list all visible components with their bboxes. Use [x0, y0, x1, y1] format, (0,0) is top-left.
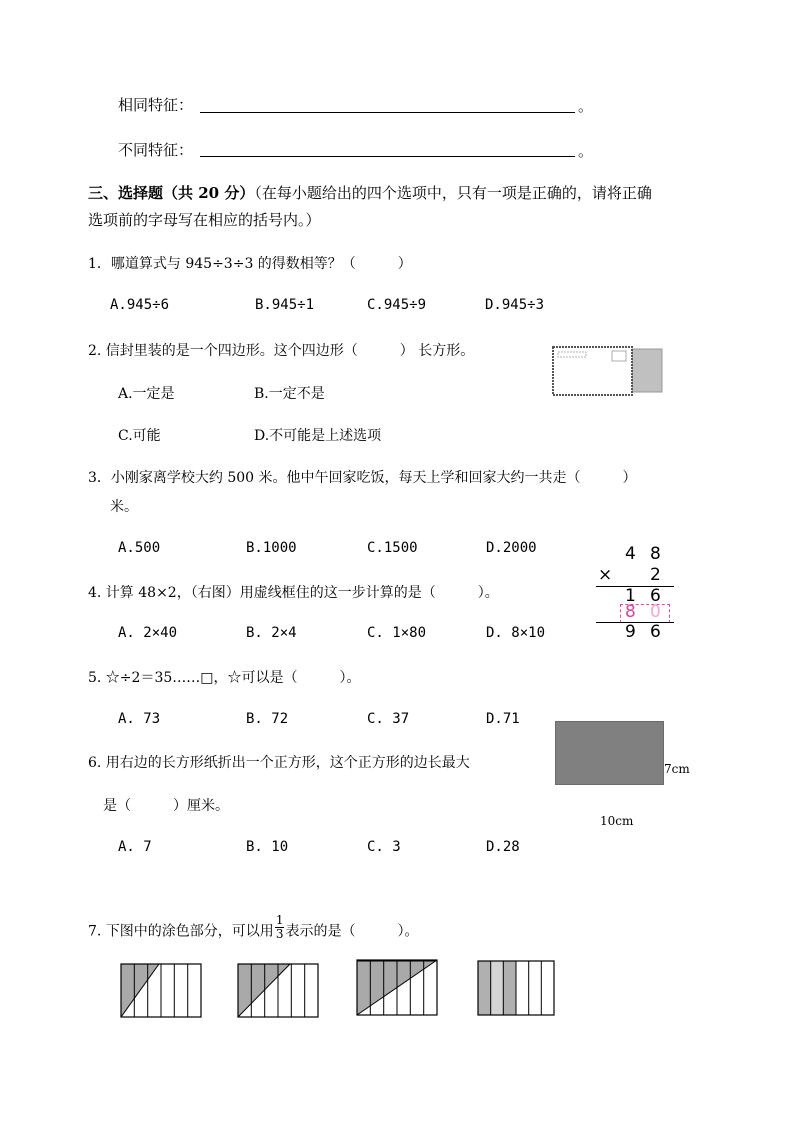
section-title: 三、选择题（共 20 分） [88, 184, 255, 202]
rect-length-label: 10cm [600, 814, 634, 828]
q1-option-b[interactable]: B.945÷1 [255, 297, 315, 313]
q4-option-c[interactable]: C. 1×80 [367, 625, 427, 641]
q5-option-b[interactable]: B. 72 [246, 711, 289, 727]
q1-option-c[interactable]: C.945÷9 [367, 297, 427, 313]
q2-option-a[interactable]: A.一定是 [118, 386, 175, 402]
paper-rectangle [555, 721, 664, 785]
same-feature-blank[interactable] [200, 112, 575, 113]
q5-option-a[interactable]: A. 73 [118, 711, 161, 727]
q7-stem-post: 表示的是（ ）。 [285, 923, 419, 940]
calc-digit: 8 [650, 544, 661, 564]
question-6-stem: 6. 用右边的长方形纸折出一个正方形，这个正方形的边长最大 [88, 755, 470, 771]
vertical-multiplication [590, 544, 680, 644]
q3-option-c[interactable]: C.1500 [367, 540, 418, 556]
multiply-sign: × [598, 565, 613, 585]
section-instruction: （在每小题给出的四个选项中，只有一项是正确的，请将正确 [254, 184, 652, 202]
quadrilateral-card [632, 349, 662, 392]
question-3-stem-cont: 米。 [110, 499, 138, 515]
fraction-numerator: 1 [275, 913, 284, 927]
calc-digit: 2 [650, 565, 661, 585]
q6-option-c[interactable]: C. 3 [367, 839, 401, 855]
shaded-figure-b [236, 962, 320, 1019]
q6-option-a[interactable]: A. 7 [118, 839, 152, 855]
q1-option-d[interactable]: D.945÷3 [485, 297, 545, 313]
envelope-figure [552, 346, 664, 398]
shaded-figure-a [119, 962, 203, 1019]
q3-option-a[interactable]: A.500 [118, 540, 161, 556]
fraction-denominator: 3 [275, 927, 284, 941]
section-instruction-cont: 选项前的字母写在相应的括号内。） [88, 211, 321, 229]
q3-option-d[interactable]: D.2000 [486, 540, 537, 556]
q4-option-b[interactable]: B. 2×4 [246, 625, 297, 641]
question-5-stem: 5. ☆÷2＝35……□，☆可以是（ ）。 [88, 670, 361, 686]
diff-feature-label: 不同特征： [118, 141, 194, 159]
calc-digit: 8 [625, 602, 636, 622]
rect-width-label: 7cm [664, 762, 690, 776]
q2-option-d[interactable]: D.不可能是上述选项 [254, 428, 382, 444]
fraction-one-third [275, 914, 285, 941]
question-3-stem: 3．小刚家离学校大约 500 米。他中午回家吃饭，每天上学和回家大约一共走（ ） [88, 470, 637, 486]
calc-digit: 1 [625, 586, 636, 606]
q3-option-b[interactable]: B.1000 [246, 540, 297, 556]
calc-digit: 6 [650, 622, 661, 642]
q4-option-d[interactable]: D. 8×10 [486, 625, 546, 641]
end-mark: 。 [578, 142, 594, 160]
same-feature-label: 相同特征： [118, 96, 194, 114]
q5-option-c[interactable]: C. 37 [367, 711, 410, 727]
q4-option-a[interactable]: A. 2×40 [118, 625, 178, 641]
calc-digit: 9 [625, 622, 636, 642]
question-7-stem [88, 913, 419, 945]
q6-option-b[interactable]: B. 10 [246, 839, 289, 855]
q2-option-c[interactable]: C.可能 [118, 428, 161, 444]
q7-stem-pre: 7. 下图中的涂色部分，可以用 [88, 923, 274, 940]
question-6-stem-cont: 是（ ）厘米。 [103, 798, 229, 814]
calc-digit: 0 [650, 602, 661, 622]
q6-option-d[interactable]: D.28 [486, 839, 520, 855]
shaded-figure-c [355, 958, 439, 1018]
question-2-stem: 2. 信封里装的是一个四边形。这个四边形（ ） 长方形。 [88, 343, 475, 359]
end-mark: 。 [578, 97, 594, 115]
shaded-figure-d [476, 959, 556, 1017]
section-header [88, 182, 652, 203]
q2-option-b[interactable]: B.一定不是 [254, 386, 325, 402]
q5-option-d[interactable]: D.71 [486, 711, 520, 727]
calc-digit: 4 [625, 544, 636, 564]
q1-option-a[interactable]: A.945÷6 [110, 297, 170, 313]
envelope-body [553, 347, 632, 395]
calc-digit: 6 [650, 586, 661, 606]
question-1-stem: 1．哪道算式与 945÷3÷3 的得数相等？（ ） [88, 256, 412, 272]
question-4-stem: 4. 计算 48×2，（右图）用虚线框住的这一步计算的是（ ）。 [88, 585, 499, 601]
diff-feature-blank[interactable] [200, 156, 575, 157]
